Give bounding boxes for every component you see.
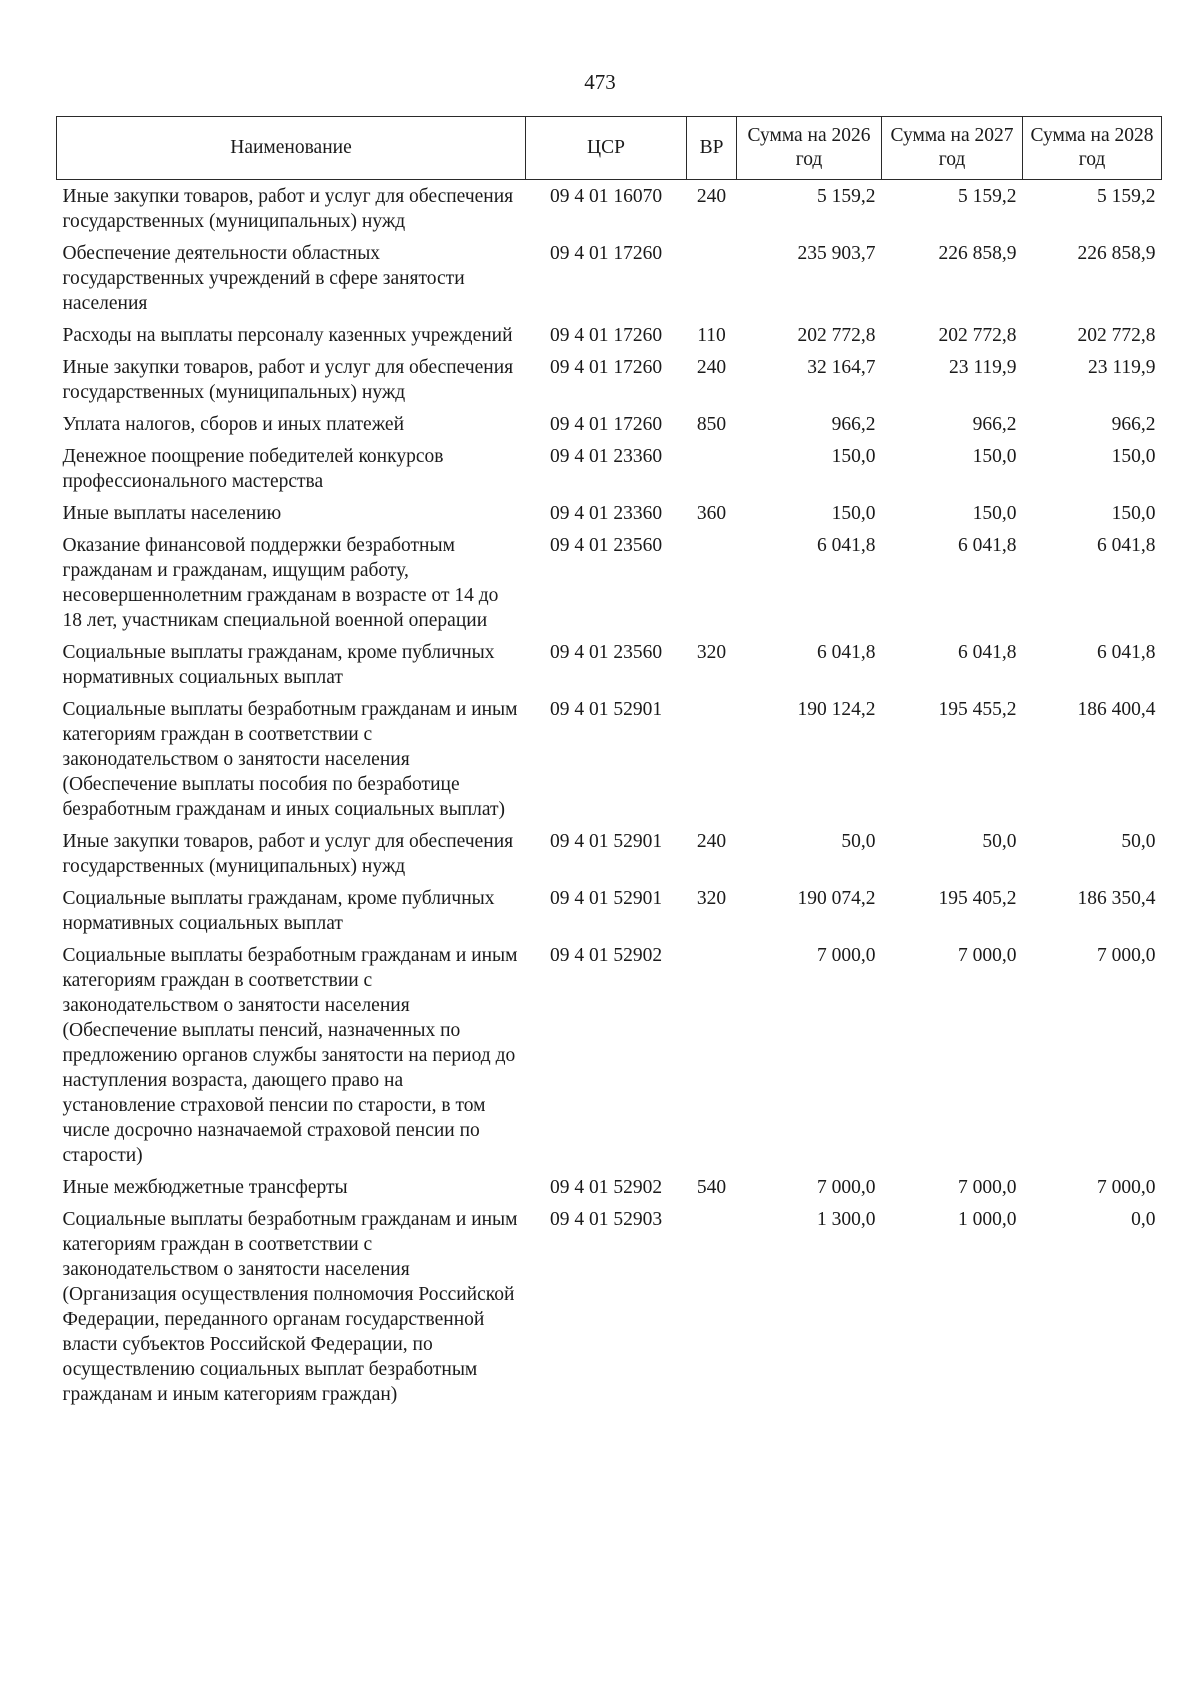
table-row — [57, 319, 1162, 351]
table-row — [57, 180, 1162, 238]
row-sum-2026: 7 000,0 — [817, 945, 876, 966]
row-vr: 320 — [696, 888, 727, 909]
row-csr: 09 4 01 17260 — [549, 325, 663, 346]
row-csr: 09 4 01 23360 — [549, 446, 663, 467]
row-sum-2027: 195 455,2 — [938, 699, 1017, 720]
row-vr: 110 — [697, 325, 726, 346]
row-vr — [687, 237, 737, 319]
row-sum-2026: 6 041,8 — [817, 535, 876, 556]
page-number: 473 — [584, 70, 616, 94]
table-row — [57, 497, 1162, 529]
table-row — [57, 237, 1162, 319]
row-sum-2028: 50,0 — [1121, 831, 1156, 852]
row-vr: 850 — [696, 414, 727, 435]
table-row — [57, 636, 1162, 693]
row-vr: 240 — [696, 831, 727, 852]
row-vr — [687, 1203, 737, 1410]
row-sum-2027: 966,2 — [972, 414, 1017, 435]
row-csr: 09 4 01 52903 — [549, 1209, 663, 1230]
row-sum-2027: 6 041,8 — [958, 535, 1017, 556]
row-sum-2026: 1 300,0 — [817, 1209, 876, 1230]
row-csr: 09 4 01 52901 — [549, 831, 663, 852]
row-name: Иные закупки товаров, работ и услуг для обеспечения государственных (муниципальных) нужд — [62, 357, 514, 403]
row-sum-2026: 150,0 — [831, 503, 876, 524]
table-body — [57, 180, 1162, 1411]
row-vr: 540 — [696, 1177, 727, 1198]
row-vr — [687, 693, 737, 825]
row-name: Социальные выплаты безработным гражданам и иным категориям граждан в соответствии с законодательством о занятости населения (Обеспечение выплаты пенсий, назначенных по предложению органов службы занятости на период до наступления возраста, дающего право на установление страховой пенсии по старости, в том числе досрочно назначаемой страховой пенсии по старости) — [62, 945, 518, 1166]
row-sum-2026: 7 000,0 — [817, 1177, 876, 1198]
table-row — [57, 825, 1162, 882]
row-sum-2026: 150,0 — [831, 446, 876, 467]
row-vr — [687, 440, 737, 497]
row-sum-2027: 7 000,0 — [958, 945, 1017, 966]
row-sum-2027: 202 772,8 — [938, 325, 1017, 346]
header-row — [57, 117, 1162, 180]
row-sum-2028: 966,2 — [1111, 414, 1156, 435]
row-vr: 240 — [696, 186, 727, 207]
row-csr: 09 4 01 17260 — [549, 414, 663, 435]
row-sum-2027: 150,0 — [972, 446, 1017, 467]
row-sum-2026: 190 124,2 — [797, 699, 876, 720]
header-name: Наименование — [57, 117, 526, 180]
row-csr: 09 4 01 23560 — [549, 642, 663, 663]
row-sum-2028: 0,0 — [1131, 1209, 1156, 1230]
header-vr: ВР — [687, 117, 737, 180]
row-name: Иные закупки товаров, работ и услуг для обеспечения государственных (муниципальных) нужд — [62, 186, 514, 232]
table-row — [57, 693, 1162, 825]
row-name: Обеспечение деятельности областных государственных учреждений в сфере занятости населения — [62, 243, 465, 314]
table-row — [57, 1203, 1162, 1410]
table-row — [57, 408, 1162, 440]
row-name: Расходы на выплаты персоналу казенных учреждений — [62, 325, 513, 346]
row-sum-2026: 235 903,7 — [797, 243, 876, 264]
row-sum-2028: 226 858,9 — [1077, 243, 1156, 264]
row-sum-2027: 226 858,9 — [938, 243, 1017, 264]
row-sum-2028: 23 119,9 — [1087, 357, 1156, 378]
table-row — [57, 882, 1162, 939]
row-sum-2027: 195 405,2 — [938, 888, 1017, 909]
row-sum-2027: 5 159,2 — [958, 186, 1017, 207]
row-name: Денежное поощрение победителей конкурсов профессионального мастерства — [62, 446, 444, 492]
table-row — [57, 440, 1162, 497]
row-csr: 09 4 01 52902 — [549, 1177, 663, 1198]
row-sum-2027: 6 041,8 — [958, 642, 1017, 663]
row-name: Оказание финансовой поддержки безработным гражданам и гражданам, ищущим работу, несовершеннолетним гражданам в возрасте от 14 до 18 лет, участникам специальной военной операции — [62, 535, 499, 631]
row-vr: 320 — [696, 642, 727, 663]
row-vr: 240 — [696, 357, 727, 378]
row-sum-2028: 6 041,8 — [1097, 642, 1156, 663]
row-name: Иные выплаты населению — [62, 503, 282, 524]
header-sum-2027: Сумма на 2027 год — [882, 117, 1023, 180]
row-sum-2028: 186 350,4 — [1077, 888, 1156, 909]
row-vr — [687, 939, 737, 1171]
row-sum-2028: 186 400,4 — [1077, 699, 1156, 720]
table-header — [57, 117, 1162, 180]
row-sum-2026: 5 159,2 — [817, 186, 876, 207]
row-csr: 09 4 01 23560 — [549, 535, 663, 556]
row-sum-2028: 150,0 — [1111, 503, 1156, 524]
row-name: Социальные выплаты безработным гражданам и иным категориям граждан в соответствии с законодательством о занятости населения (Обеспечение выплаты пособия по безработице безработным гражданам и иных социальных выплат) — [62, 699, 518, 820]
row-sum-2028: 5 159,2 — [1097, 186, 1156, 207]
row-csr: 09 4 01 23360 — [549, 503, 663, 524]
row-name: Социальные выплаты гражданам, кроме публичных нормативных социальных выплат — [62, 888, 495, 934]
row-csr: 09 4 01 52901 — [549, 888, 663, 909]
row-sum-2028: 6 041,8 — [1097, 535, 1156, 556]
row-name: Социальные выплаты гражданам, кроме публичных нормативных социальных выплат — [62, 642, 495, 688]
row-name: Социальные выплаты безработным гражданам и иным категориям граждан в соответствии с законодательством о занятости населения (Организация осуществления полномочия Российской Федерации, переданного органам государственной власти субъектов Российской Федерации, по осуществлению социальных выплат безработным гражданам и иным категориям граждан) — [62, 1209, 518, 1405]
table-row — [57, 1171, 1162, 1203]
table-row — [57, 939, 1162, 1171]
budget-table — [56, 116, 1162, 1410]
table-row — [57, 529, 1162, 636]
row-sum-2027: 23 119,9 — [948, 357, 1017, 378]
row-csr: 09 4 01 52902 — [549, 945, 663, 966]
row-name: Уплата налогов, сборов и иных платежей — [62, 414, 405, 435]
row-sum-2026: 202 772,8 — [797, 325, 876, 346]
header-sum-2028: Сумма на 2028 год — [1023, 117, 1162, 180]
row-name: Иные межбюджетные трансферты — [62, 1177, 348, 1198]
row-sum-2026: 966,2 — [831, 414, 876, 435]
row-sum-2028: 150,0 — [1111, 446, 1156, 467]
row-sum-2027: 50,0 — [982, 831, 1017, 852]
row-csr: 09 4 01 16070 — [549, 186, 663, 207]
row-sum-2027: 7 000,0 — [958, 1177, 1017, 1198]
row-name: Иные закупки товаров, работ и услуг для обеспечения государственных (муниципальных) нужд — [62, 831, 514, 877]
row-sum-2028: 7 000,0 — [1097, 1177, 1156, 1198]
row-sum-2026: 32 164,7 — [807, 357, 876, 378]
row-sum-2028: 7 000,0 — [1097, 945, 1156, 966]
row-sum-2026: 50,0 — [841, 831, 876, 852]
table-row — [57, 351, 1162, 408]
header-sum-2026: Сумма на 2026 год — [737, 117, 882, 180]
row-sum-2028: 202 772,8 — [1077, 325, 1156, 346]
row-sum-2027: 150,0 — [972, 503, 1017, 524]
header-csr: ЦСР — [526, 117, 687, 180]
row-sum-2027: 1 000,0 — [958, 1209, 1017, 1230]
row-sum-2026: 6 041,8 — [817, 642, 876, 663]
row-csr: 09 4 01 52901 — [549, 699, 663, 720]
row-vr: 360 — [696, 503, 727, 524]
row-sum-2026: 190 074,2 — [797, 888, 876, 909]
row-csr: 09 4 01 17260 — [549, 357, 663, 378]
row-vr — [687, 529, 737, 636]
row-csr: 09 4 01 17260 — [549, 243, 663, 264]
